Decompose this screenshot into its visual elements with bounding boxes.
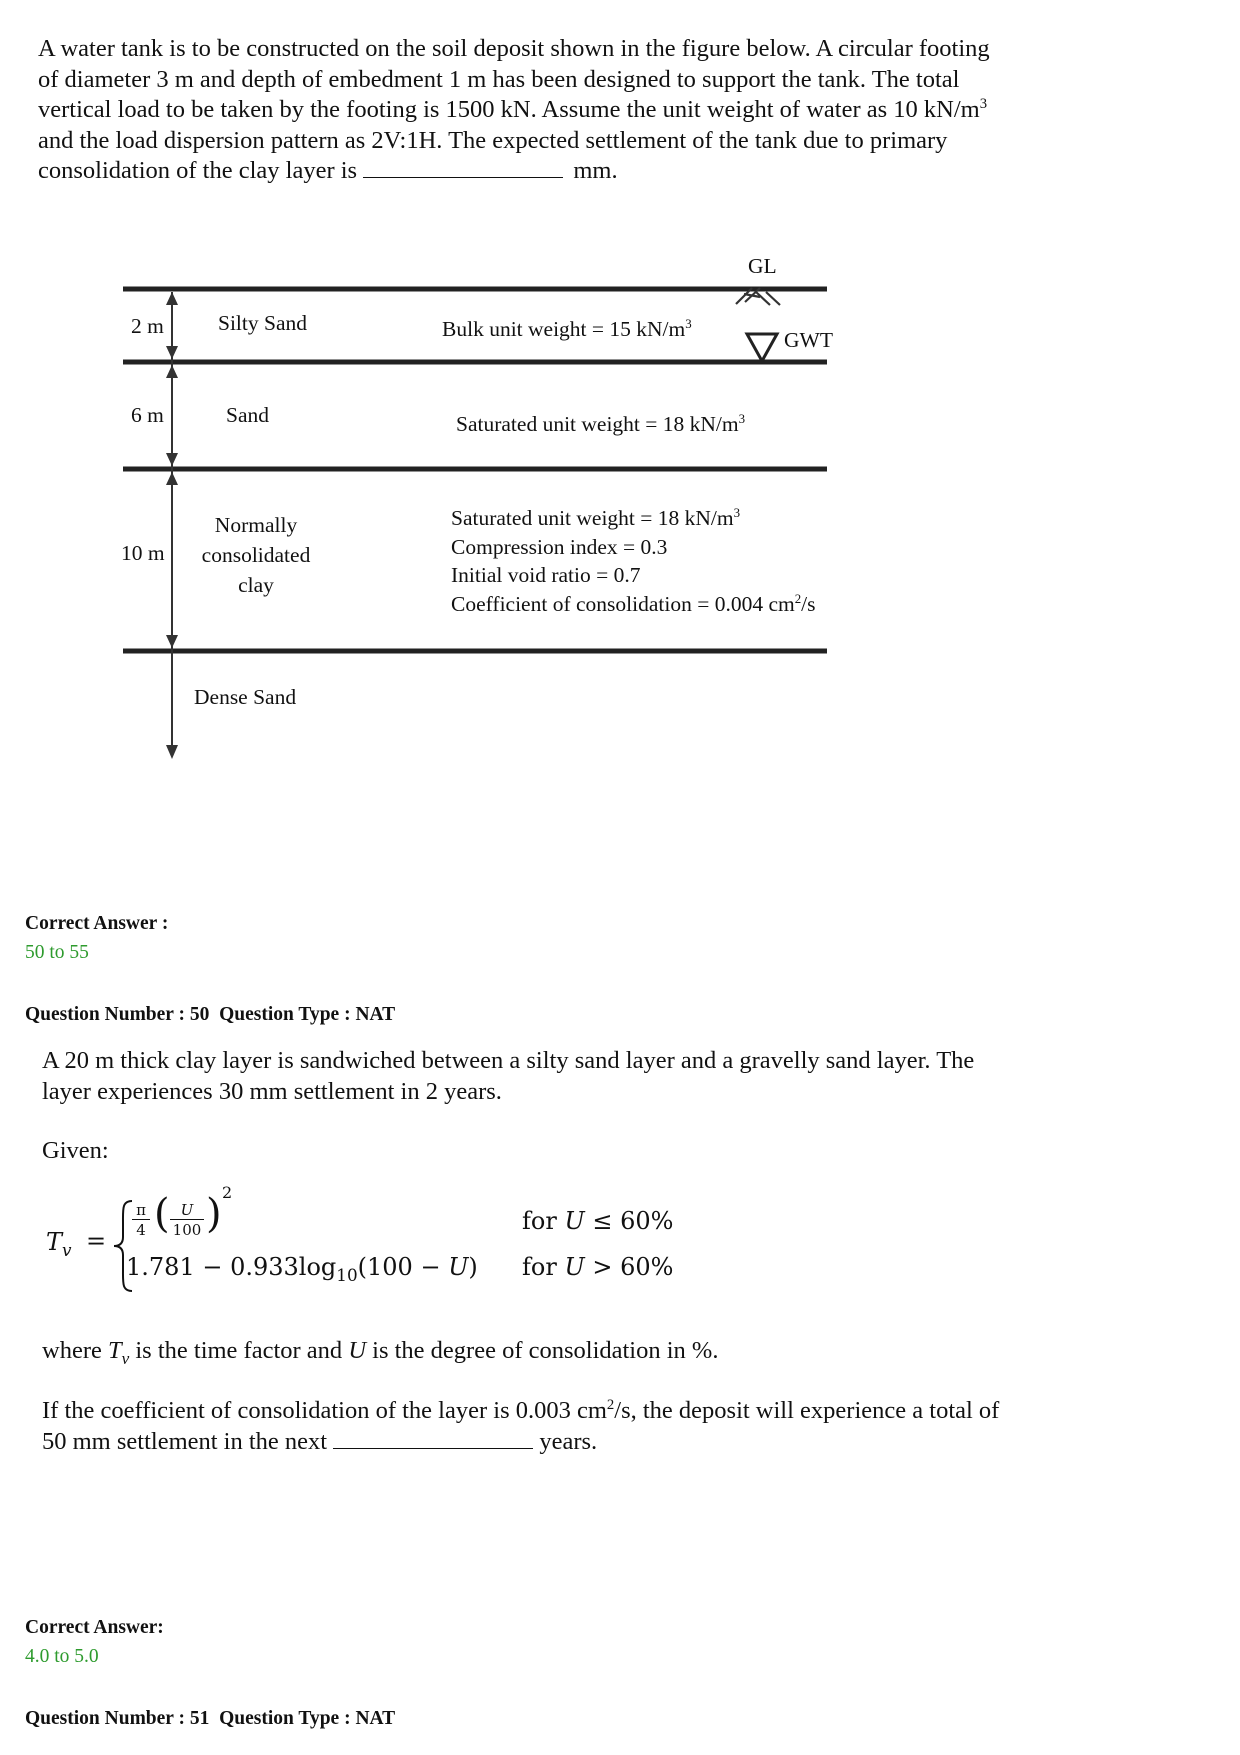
arrow-down-icon: [166, 635, 178, 648]
layer-name: Sand: [226, 403, 269, 427]
answer-blank: [333, 1447, 533, 1449]
correct-answer-label: Correct Answer:: [25, 1617, 164, 1638]
layer-property: Saturated unit weight = 18 $kN/m^3$: [456, 411, 746, 436]
layer-thickness: 10 m: [121, 541, 165, 565]
correct-answer-value: 50 to 55: [25, 942, 89, 963]
gl-label: GL: [748, 254, 777, 278]
arrow-up-icon: [166, 472, 178, 485]
question-header: Question Number : 50 Question Type : NAT: [25, 1004, 396, 1025]
layer-name: Normally consolidated clay: [201, 513, 311, 597]
layer-thickness: 6 m: [131, 403, 164, 427]
q49-line: and the load dispersion pattern as 2V:1H. The expected settlement of the tank due to primary: [38, 126, 948, 154]
arrow-up-icon: [166, 365, 178, 378]
arrow-down-icon: [166, 745, 178, 759]
gwt-label: GWT: [784, 328, 833, 352]
correct-answer-value: 4.0 to 5.0: [25, 1646, 99, 1667]
given-label: Given:: [42, 1137, 109, 1164]
layer-properties: Saturated unit weight = 18 $kN/m^3$ Compression index = 0.3 Initial void ratio = 0.7 Coefficient of consolidation = 0.004 $cm^2/s$: [451, 505, 816, 616]
arrow-up-icon: [166, 292, 178, 305]
q50-text: A 20 m thick clay layer is sandwiched between a silty sand layer and a gravelly sand layer. The layer experiences 30 mm settlement in 2 years.: [42, 1047, 975, 1105]
arrow-down-icon: [166, 453, 178, 466]
layer-name: Silty Sand: [218, 311, 308, 335]
arrow-down-icon: [166, 346, 178, 359]
layer-name: Dense Sand: [194, 685, 297, 709]
q49-line: vertical load to be taken by the footing is 1500 kN. Assume the unit weight of water as 10 $kN/m^3$: [38, 95, 988, 123]
layer-thickness: 2 m: [131, 314, 164, 338]
q49-line: A water tank is to be constructed on the soil deposit shown in the figure below. A circular footing: [38, 35, 990, 62]
time-factor-equation: $T_v$ = π 4 ( U 100 ) 2 for U ≤ 60% $1.781 - 0.933\log_{10}(100 - U)$ for U > 60%: [46, 1195, 746, 1305]
question-header: Question Number : 51 Question Type : NAT: [25, 1708, 396, 1729]
water-table-icon: [747, 334, 777, 361]
q49-line: consolidation of the clay layer is mm.: [38, 157, 618, 184]
q49-line: of diameter 3 m and depth of embedment 1 m has been designed to support the tank. The total: [38, 65, 960, 93]
layer-property: Bulk unit weight = 15 $kN/m^3$: [442, 316, 692, 341]
q50-where-text: where $T_v$ is the time factor and U is the degree of consolidation in %.: [42, 1337, 719, 1368]
correct-answer-label: Correct Answer :: [25, 913, 169, 934]
soil-profile-figure: [0, 0, 1240, 800]
q50-question-text: If the coefficient of consolidation of the layer is 0.003 $cm^2/s$, the deposit will experience a total of 50 mm settlement in the next years.: [42, 1396, 1000, 1455]
